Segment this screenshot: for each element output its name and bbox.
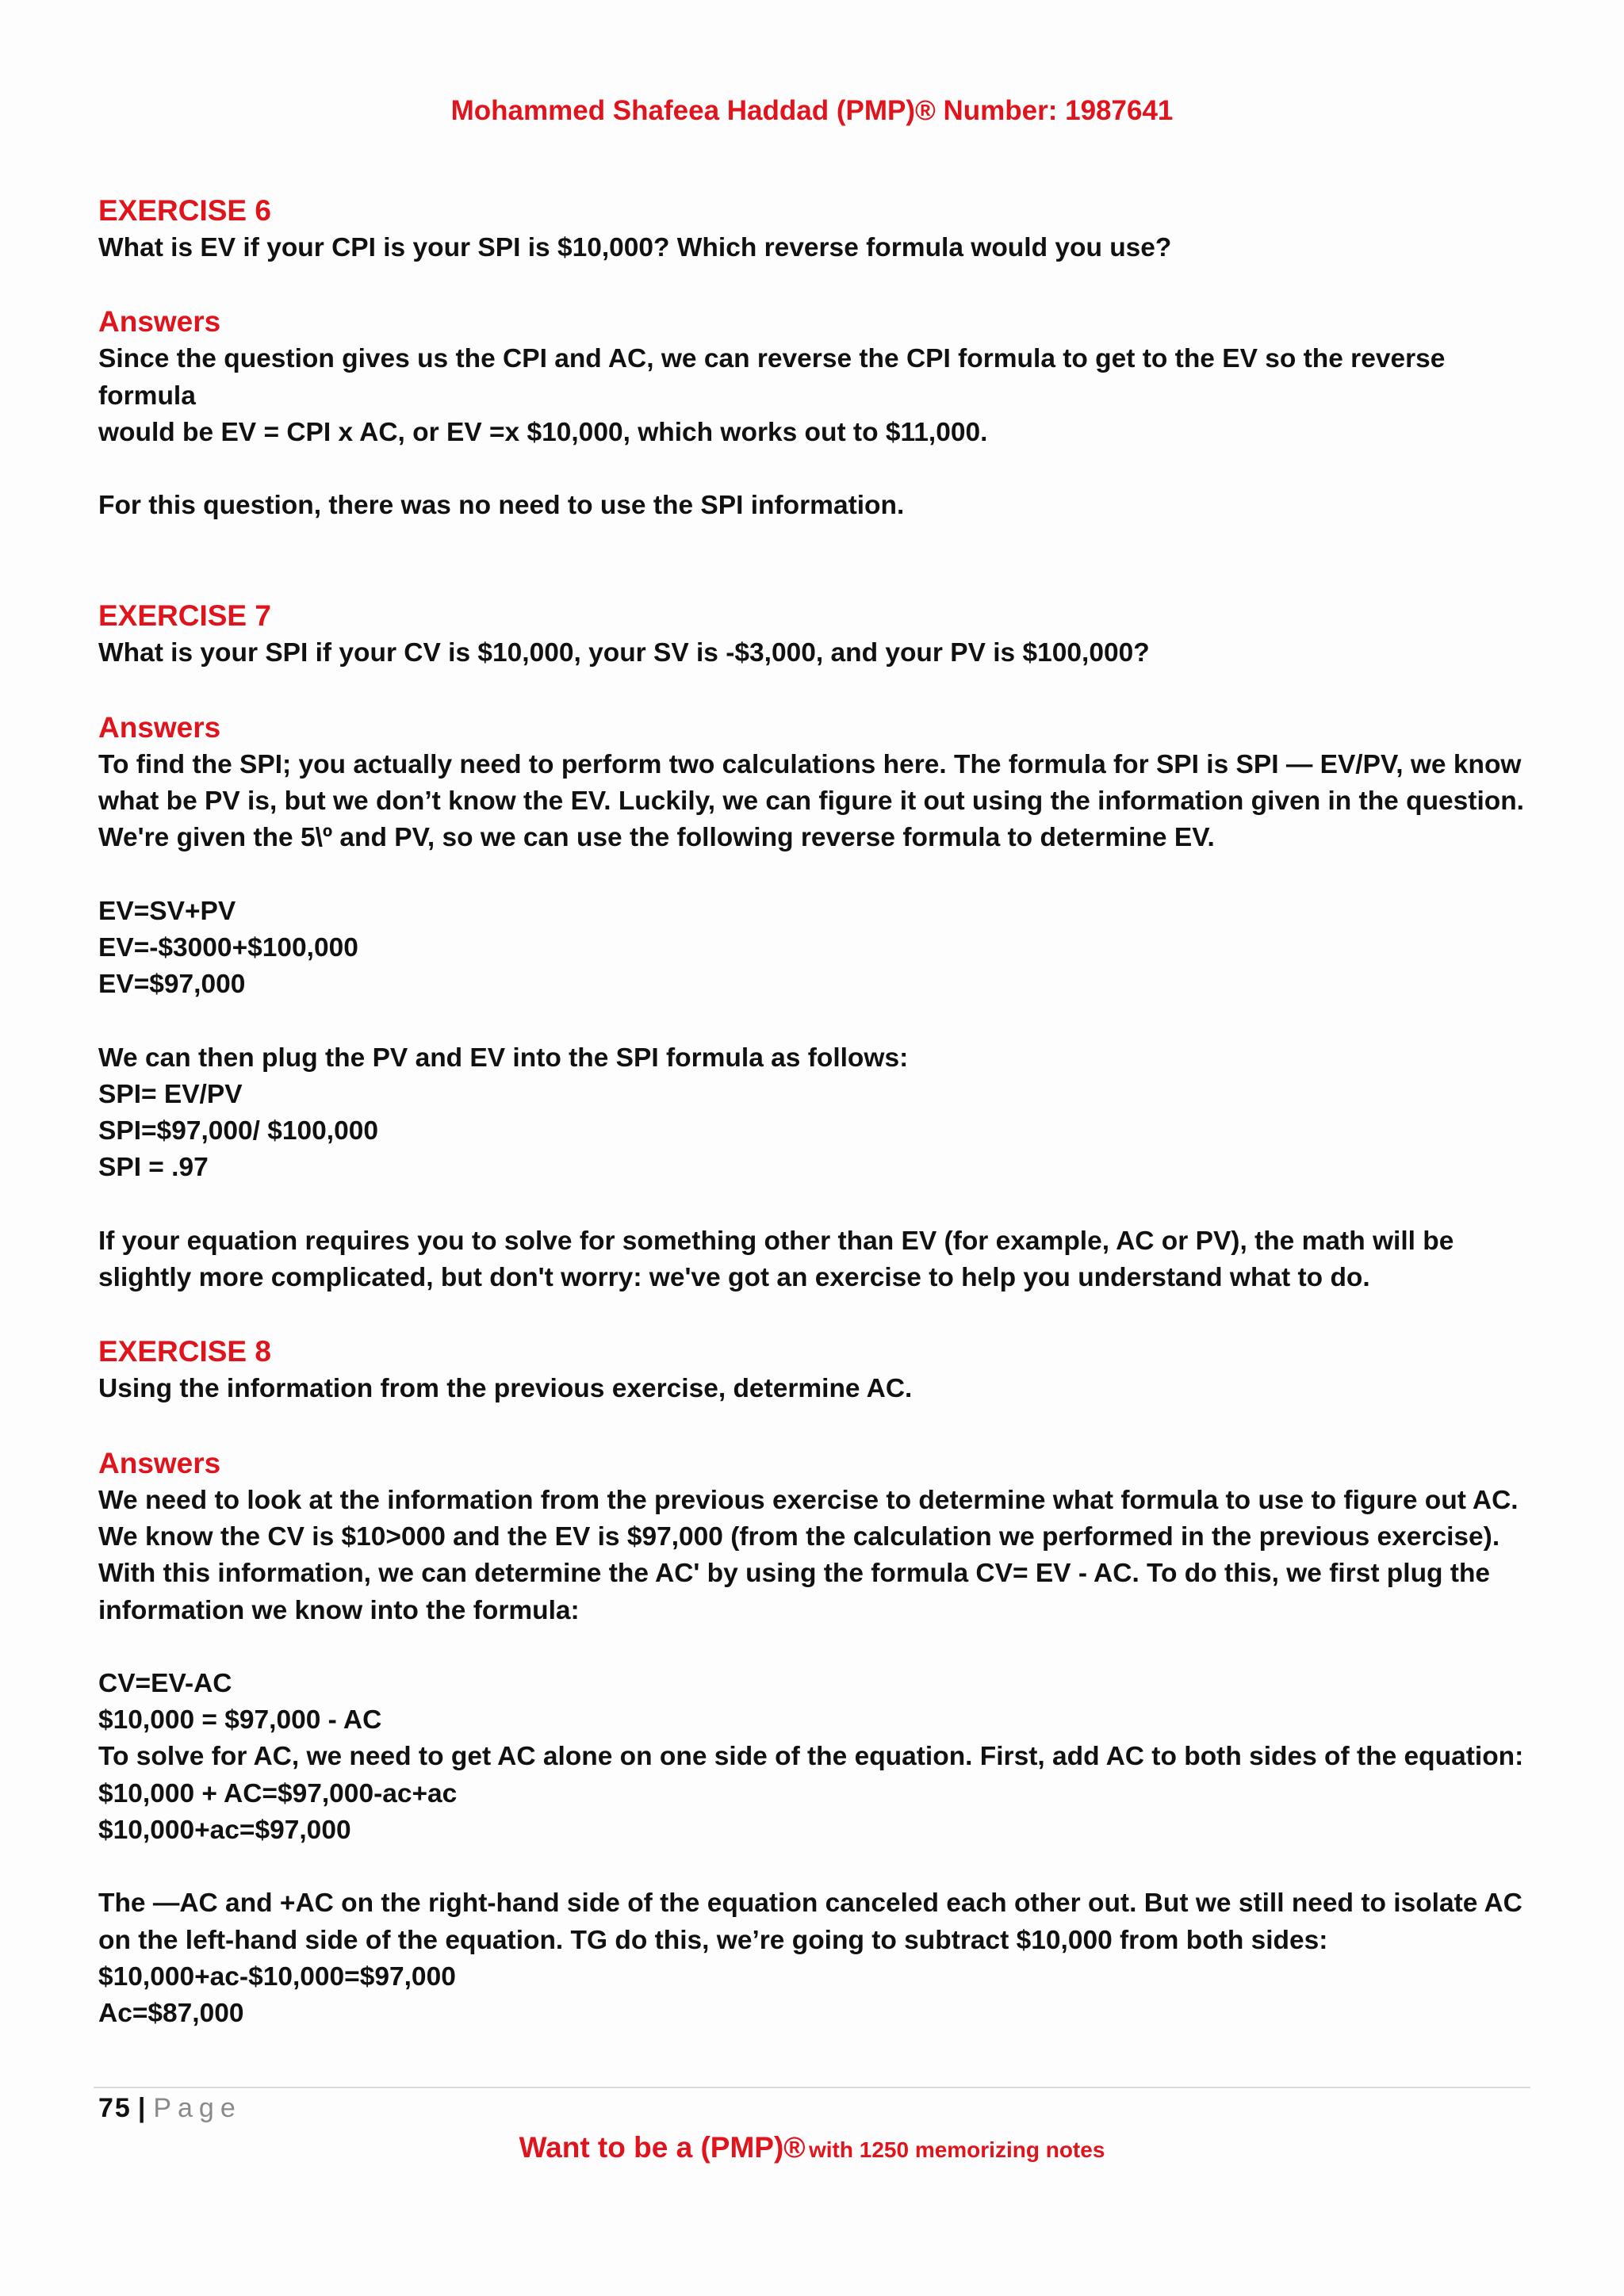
- exercise-7-answer-line: We're given the 5\º and PV, so we can use the following reverse formula to determine EV.: [98, 823, 1215, 853]
- exercise-8-answer-line: We know the CV is $10>000 and the EV is $97,000 (from the calculation we performed in the previous exercise).: [98, 1521, 1500, 1552]
- formula-line: EV=SV+PV: [98, 896, 236, 926]
- page-number: 75: [98, 2093, 132, 2123]
- exercise-7-closing-line: slightly more complicated, but don't worry: we've got an exercise to help you understand what to do.: [98, 1263, 1370, 1293]
- formula-line: SPI = .97: [98, 1153, 209, 1183]
- exercise-8-question: Using the information from the previous exercise, determine AC.: [98, 1374, 913, 1404]
- exercise-8-answer-line: information we know into the formula:: [98, 1595, 580, 1625]
- exercise-6-question: What is EV if your CPI is your SPI is $10,000? Which reverse formula would you use?: [98, 233, 1172, 262]
- formula-line: Ac=$87,000: [98, 1999, 244, 2029]
- exercise-6-answer-line: would be EV = CPI x AC, or EV =x $10,000, which works out to $11,000.: [98, 417, 988, 447]
- formula-line: $10,000+ac-$10,000=$97,000: [98, 1961, 456, 1992]
- exercise-7-closing-line: If your equation requires you to solve for something other than EV (for example, AC or PV), the math will be: [98, 1226, 1454, 1256]
- exercise-7-plug-intro: We can then plug the PV and EV into the SPI formula as follows:: [98, 1043, 909, 1073]
- formula-line: $10,000 + AC=$97,000-ac+ac: [98, 1778, 458, 1808]
- exercise-8-instruction: To solve for AC, we need to get AC alone on one side of the equation. First, add AC to both sides of the equation:: [98, 1742, 1524, 1772]
- formula-line: $10,000+ac=$97,000: [98, 1816, 351, 1846]
- formula-line: EV=-$3000+$100,000: [98, 932, 358, 962]
- exercise-8-answer-line: With this information, we can determine the AC' by using the formula CV= EV - AC. To do this, we first plug the: [98, 1559, 1491, 1589]
- footer-promo-main: Want to be a (PMP)®: [519, 2131, 806, 2164]
- footer-promo-small: with 1250 memorizing notes: [808, 2137, 1105, 2162]
- exercise-8-answers-heading: Answers: [98, 1446, 221, 1479]
- exercise-7-question: What is your SPI if your CV is $10,000, your SV is -$3,000, and your PV is $100,000?: [98, 638, 1150, 668]
- formula-line: SPI=$97,000/ $100,000: [98, 1116, 378, 1146]
- formula-line: $10,000 = $97,000 - AC: [98, 1705, 382, 1735]
- exercise-6-answers-heading: Answers: [98, 305, 221, 339]
- exercise-6-heading: EXERCISE 6: [98, 194, 271, 227]
- page-number-block: [98, 2093, 242, 2124]
- exercise-7-heading: EXERCISE 7: [98, 599, 271, 633]
- exercise-7-answer-line: what be PV is, but we don’t know the EV. Luckily, we can figure it out using the information given in the question.: [98, 786, 1524, 817]
- page-content: [98, 192, 1526, 2033]
- exercise-8-final-line: on the left-hand side of the equation. TG do this, we’re going to subtract $10,000 from both sides:: [98, 1925, 1328, 1955]
- exercise-6-answer-line: Since the question gives us the CPI and AC, we can reverse the CPI formula to get to the EV so the reverse formula: [98, 344, 1453, 411]
- exercise-7-answer-line: To find the SPI; you actually need to perform two calculations here. The formula for SPI is SPI — EV/PV, we know: [98, 749, 1522, 779]
- page-header-title: Mohammed Shafeea Haddad (PMP)® Number: 1987641: [450, 95, 1174, 126]
- exercise-8-heading: EXERCISE 8: [98, 1335, 271, 1368]
- formula-line: EV=$97,000: [98, 970, 246, 1000]
- exercise-8-final-line: The —AC and +AC on the right-hand side of the equation canceled each other out. But we still need to isolate AC: [98, 1888, 1522, 1919]
- formula-line: CV=EV-AC: [98, 1668, 232, 1698]
- exercise-8-answer-line: We need to look at the information from the previous exercise to determine what formula to use to figure out AC.: [98, 1485, 1519, 1515]
- page-label: Page: [153, 2093, 242, 2123]
- formula-line: SPI= EV/PV: [98, 1079, 243, 1109]
- exercise-6-note: For this question, there was no need to use the SPI information.: [98, 491, 905, 521]
- exercise-7-answers-heading: Answers: [98, 710, 221, 744]
- footer-divider: [94, 2087, 1530, 2088]
- footer-promo: [0, 2131, 1624, 2164]
- page-separator: |: [137, 2093, 147, 2123]
